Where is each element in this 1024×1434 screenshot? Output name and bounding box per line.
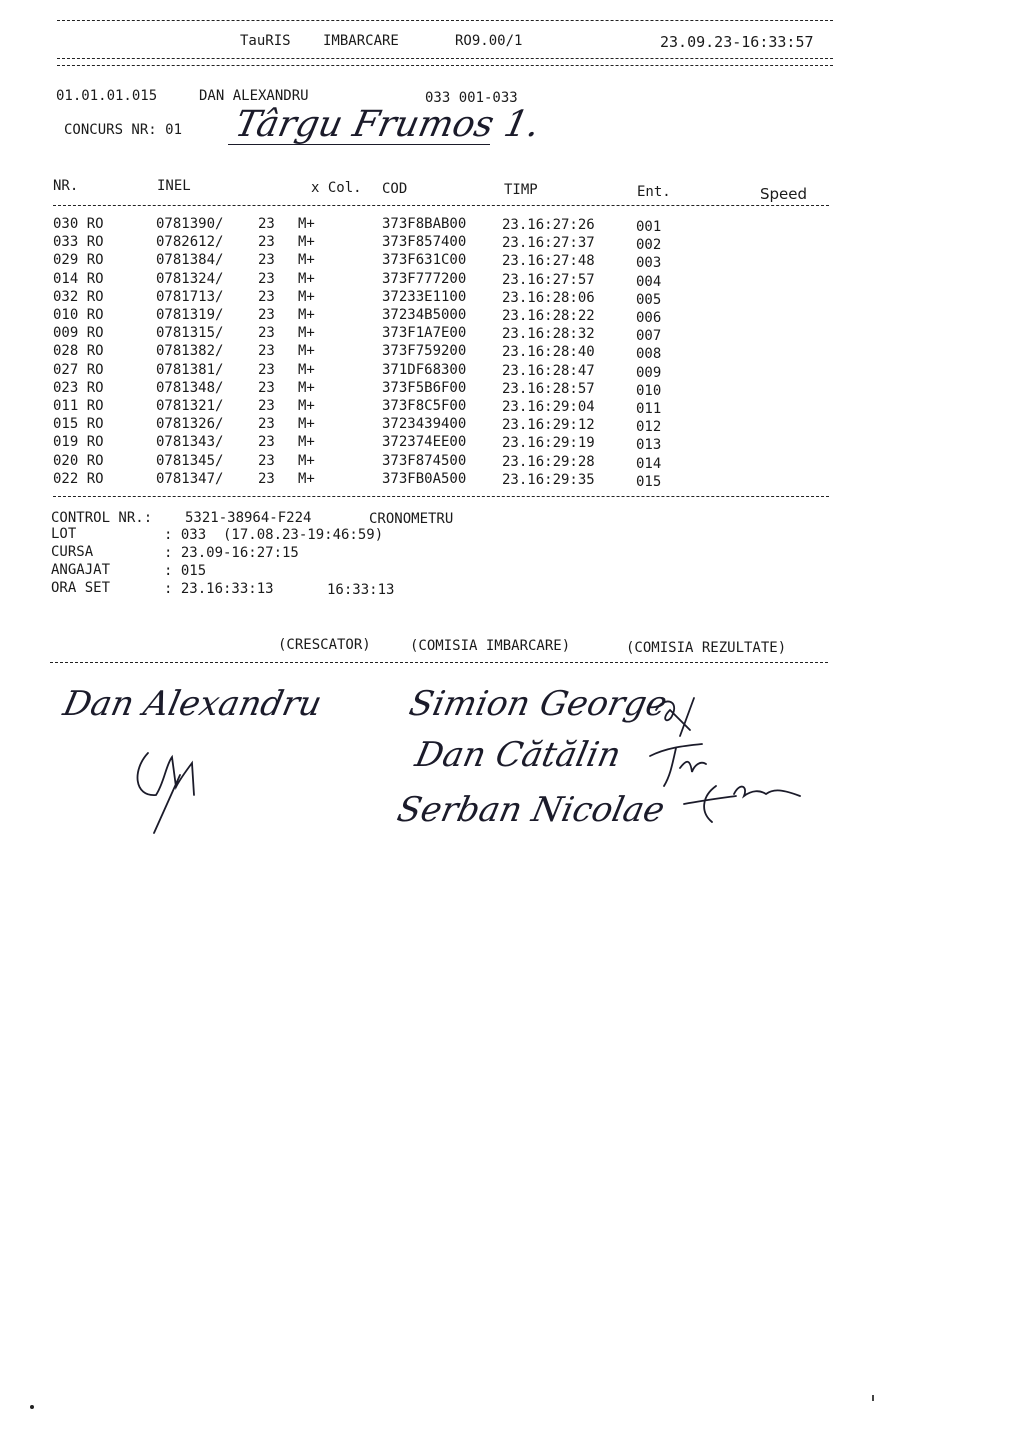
- header-divider: [57, 58, 833, 59]
- print-datetime: 23.09.23-16:33:57: [660, 33, 814, 51]
- concurs-handwritten-location: Târgu Frumos 1.: [231, 104, 544, 145]
- row-col: M+: [298, 288, 315, 305]
- row-nr: 032 RO: [53, 288, 104, 305]
- row-timp: 23.16:27:48: [502, 253, 595, 270]
- row-inel: 0782612/: [156, 234, 224, 251]
- row-col: M+: [298, 270, 315, 287]
- table-row: [0, 343, 1024, 361]
- row-nr: 020 RO: [53, 452, 104, 469]
- cronometru-label: CRONOMETRU: [369, 511, 454, 527]
- row-inel: 0781321/: [156, 398, 224, 414]
- table-row: [0, 271, 1024, 289]
- row-inel: 0781390/: [156, 216, 224, 232]
- row-year: 23: [258, 216, 275, 232]
- row-ent: 001: [636, 219, 662, 235]
- row-inel: 0781315/: [156, 325, 224, 342]
- angajat-value: : 015: [164, 563, 207, 579]
- row-timp: 23.16:28:06: [502, 289, 595, 306]
- row-ent: 004: [636, 273, 662, 290]
- row-timp: 23.16:28:47: [502, 362, 595, 379]
- row-inel: 0781381/: [156, 361, 224, 378]
- row-timp: 23.16:27:37: [502, 235, 595, 252]
- row-cod: 373F759200: [382, 343, 467, 360]
- row-nr: 029 RO: [53, 252, 104, 269]
- col-ent: Ent.: [637, 184, 671, 200]
- row-inel: 0781345/: [156, 452, 224, 469]
- row-cod: 373F5B6F00: [382, 379, 467, 396]
- ring-range: 033 001-033: [425, 90, 518, 106]
- row-cod: 3723439400: [382, 416, 467, 433]
- row-timp: 23.16:29:35: [502, 471, 595, 488]
- row-timp: 23.16:28:40: [502, 344, 595, 361]
- lot-value: : 033 (17.08.23-19:46:59): [164, 527, 384, 543]
- row-col: M+: [298, 234, 315, 251]
- row-ent: 015: [636, 473, 662, 490]
- row-inel: 0781319/: [156, 307, 224, 323]
- document-title: IMBARCARE: [323, 33, 399, 49]
- row-year: 23: [258, 343, 275, 360]
- table-row: [0, 471, 1024, 489]
- row-ent: 005: [636, 291, 662, 308]
- row-year: 23: [258, 398, 275, 414]
- col-timp: TIMP: [504, 182, 538, 198]
- row-cod: 373F8C5F00: [382, 398, 467, 414]
- col-cod: COD: [382, 181, 408, 197]
- row-ent: 007: [636, 328, 662, 345]
- row-year: 23: [258, 434, 275, 451]
- row-cod: 373F631C00: [382, 252, 467, 269]
- row-ent: 002: [636, 237, 662, 254]
- table-row: [0, 453, 1024, 471]
- col-speed: Speed: [760, 185, 808, 203]
- table-row: [0, 416, 1024, 434]
- col-col: x Col.: [311, 180, 362, 196]
- row-ent: 012: [636, 419, 662, 436]
- table-footer-divider: [53, 496, 829, 497]
- scan-speck-2: [872, 1395, 874, 1401]
- row-ent: 003: [636, 255, 662, 272]
- row-inel: 0781324/: [156, 270, 224, 287]
- lot-label: LOT: [51, 526, 77, 542]
- owner-name: DAN ALEXANDRU: [199, 88, 309, 104]
- row-col: M+: [298, 452, 315, 469]
- table-row: [0, 325, 1024, 343]
- row-year: 23: [258, 470, 275, 487]
- row-year: 23: [258, 234, 275, 251]
- row-nr: 009 RO: [53, 325, 104, 342]
- table-row: [0, 234, 1024, 252]
- row-nr: 028 RO: [53, 343, 104, 360]
- signature-comisia-1-mark: [650, 690, 720, 740]
- table-row: [0, 398, 1024, 416]
- angajat-label: ANGAJAT: [51, 562, 111, 578]
- row-col: M+: [298, 398, 315, 414]
- concurs-underline: [228, 144, 490, 145]
- row-nr: 010 RO: [53, 307, 104, 323]
- control-number: 5321-38964-F224: [185, 510, 312, 526]
- signature-comisia-2: Dan Cătălin: [411, 735, 625, 775]
- signature-crescator-name: Dan Alexandru: [59, 684, 326, 724]
- row-col: M+: [298, 216, 315, 232]
- row-inel: 0781384/: [156, 252, 224, 269]
- row-timp: 23.16:29:04: [502, 399, 595, 415]
- table-row: [0, 434, 1024, 452]
- row-timp: 23.16:29:12: [502, 417, 595, 434]
- row-timp: 23.16:29:28: [502, 453, 595, 470]
- row-year: 23: [258, 307, 275, 323]
- crescator-label: (CRESCATOR): [278, 637, 371, 653]
- row-timp: 23.16:28:57: [502, 380, 595, 397]
- row-ent: 013: [636, 437, 662, 454]
- row-inel: 0781348/: [156, 379, 224, 396]
- row-ent: 011: [636, 401, 662, 417]
- row-col: M+: [298, 307, 315, 323]
- row-col: M+: [298, 416, 315, 433]
- row-timp: 23.16:27:26: [502, 217, 595, 233]
- row-nr: 014 RO: [53, 270, 104, 287]
- signature-divider: [50, 662, 828, 663]
- cursa-value: : 23.09-16:27:15: [164, 545, 299, 561]
- row-cod: 371DF68300: [382, 361, 467, 378]
- row-inel: 0781382/: [156, 343, 224, 360]
- comisia-rezultate-label: (COMISIA REZULTATE): [626, 640, 787, 656]
- concurs-label: CONCURS NR: 01: [64, 122, 183, 138]
- system-name: TauRIS: [240, 33, 291, 49]
- row-col: M+: [298, 379, 315, 396]
- ora-set-time: 16:33:13: [327, 582, 395, 598]
- row-nr: 023 RO: [53, 379, 104, 396]
- scan-speck: [30, 1405, 34, 1409]
- row-col: M+: [298, 343, 315, 360]
- col-nr: NR.: [53, 178, 79, 194]
- row-ent: 009: [636, 364, 662, 381]
- header-divider-2: [57, 65, 833, 66]
- row-nr: 015 RO: [53, 416, 104, 433]
- table-row: [0, 289, 1024, 307]
- row-inel: 0781347/: [156, 470, 224, 487]
- signature-comisia-1: Simion George: [405, 684, 671, 724]
- table-row: [0, 216, 1024, 234]
- row-timp: 23.16:29:19: [502, 435, 595, 452]
- row-cod: 373F857400: [382, 234, 467, 251]
- row-year: 23: [258, 288, 275, 305]
- signature-crescator-scribble: [120, 735, 230, 835]
- row-cod: 372374EE00: [382, 434, 467, 451]
- row-year: 23: [258, 416, 275, 433]
- row-nr: 030 RO: [53, 216, 104, 232]
- col-inel: INEL: [157, 178, 191, 194]
- row-inel: 0781343/: [156, 434, 224, 451]
- row-col: M+: [298, 325, 315, 342]
- row-inel: 0781326/: [156, 416, 224, 433]
- row-inel: 0781713/: [156, 288, 224, 305]
- row-ent: 006: [636, 310, 662, 326]
- row-col: M+: [298, 470, 315, 487]
- row-timp: 23.16:27:57: [502, 271, 595, 288]
- row-nr: 027 RO: [53, 361, 104, 378]
- row-year: 23: [258, 452, 275, 469]
- row-year: 23: [258, 270, 275, 287]
- row-col: M+: [298, 434, 315, 451]
- owner-id: 01.01.01.015: [56, 88, 158, 104]
- row-year: 23: [258, 379, 275, 396]
- row-col: M+: [298, 252, 315, 269]
- table-row: [0, 380, 1024, 398]
- signature-comisia-3: Serban Nicolae: [393, 790, 669, 830]
- row-cod: 373F1A7E00: [382, 325, 467, 342]
- row-timp: 23.16:28:22: [502, 308, 595, 324]
- row-cod: 373F777200: [382, 270, 467, 287]
- cursa-label: CURSA: [51, 544, 94, 560]
- row-ent: 014: [636, 455, 662, 472]
- table-row: [0, 362, 1024, 380]
- row-nr: 019 RO: [53, 434, 104, 451]
- row-cod: 37233E1100: [382, 288, 467, 305]
- row-nr: 011 RO: [53, 398, 104, 414]
- document-code: RO9.00/1: [455, 33, 523, 49]
- signature-comisia-3-mark: [676, 772, 806, 832]
- row-timp: 23.16:28:32: [502, 326, 595, 343]
- row-col: M+: [298, 361, 315, 378]
- row-cod: 373F874500: [382, 452, 467, 469]
- row-nr: 022 RO: [53, 470, 104, 487]
- row-cod: 373FB0A500: [382, 470, 467, 487]
- table-row: [0, 307, 1024, 325]
- row-ent: 010: [636, 382, 662, 399]
- row-cod: 373F8BAB00: [382, 216, 467, 232]
- row-year: 23: [258, 361, 275, 378]
- row-ent: 008: [636, 346, 662, 363]
- top-divider: [57, 20, 833, 21]
- row-year: 23: [258, 252, 275, 269]
- row-year: 23: [258, 325, 275, 342]
- control-label: CONTROL NR.:: [51, 510, 153, 526]
- table-row: [0, 252, 1024, 270]
- table-header-divider: [53, 205, 829, 206]
- row-nr: 033 RO: [53, 234, 104, 251]
- comisia-imbarcare-label: (COMISIA IMBARCARE): [410, 638, 571, 654]
- ora-set-value: : 23.16:33:13: [164, 581, 274, 597]
- ora-set-label: ORA SET: [51, 580, 111, 596]
- row-cod: 37234B5000: [382, 307, 467, 323]
